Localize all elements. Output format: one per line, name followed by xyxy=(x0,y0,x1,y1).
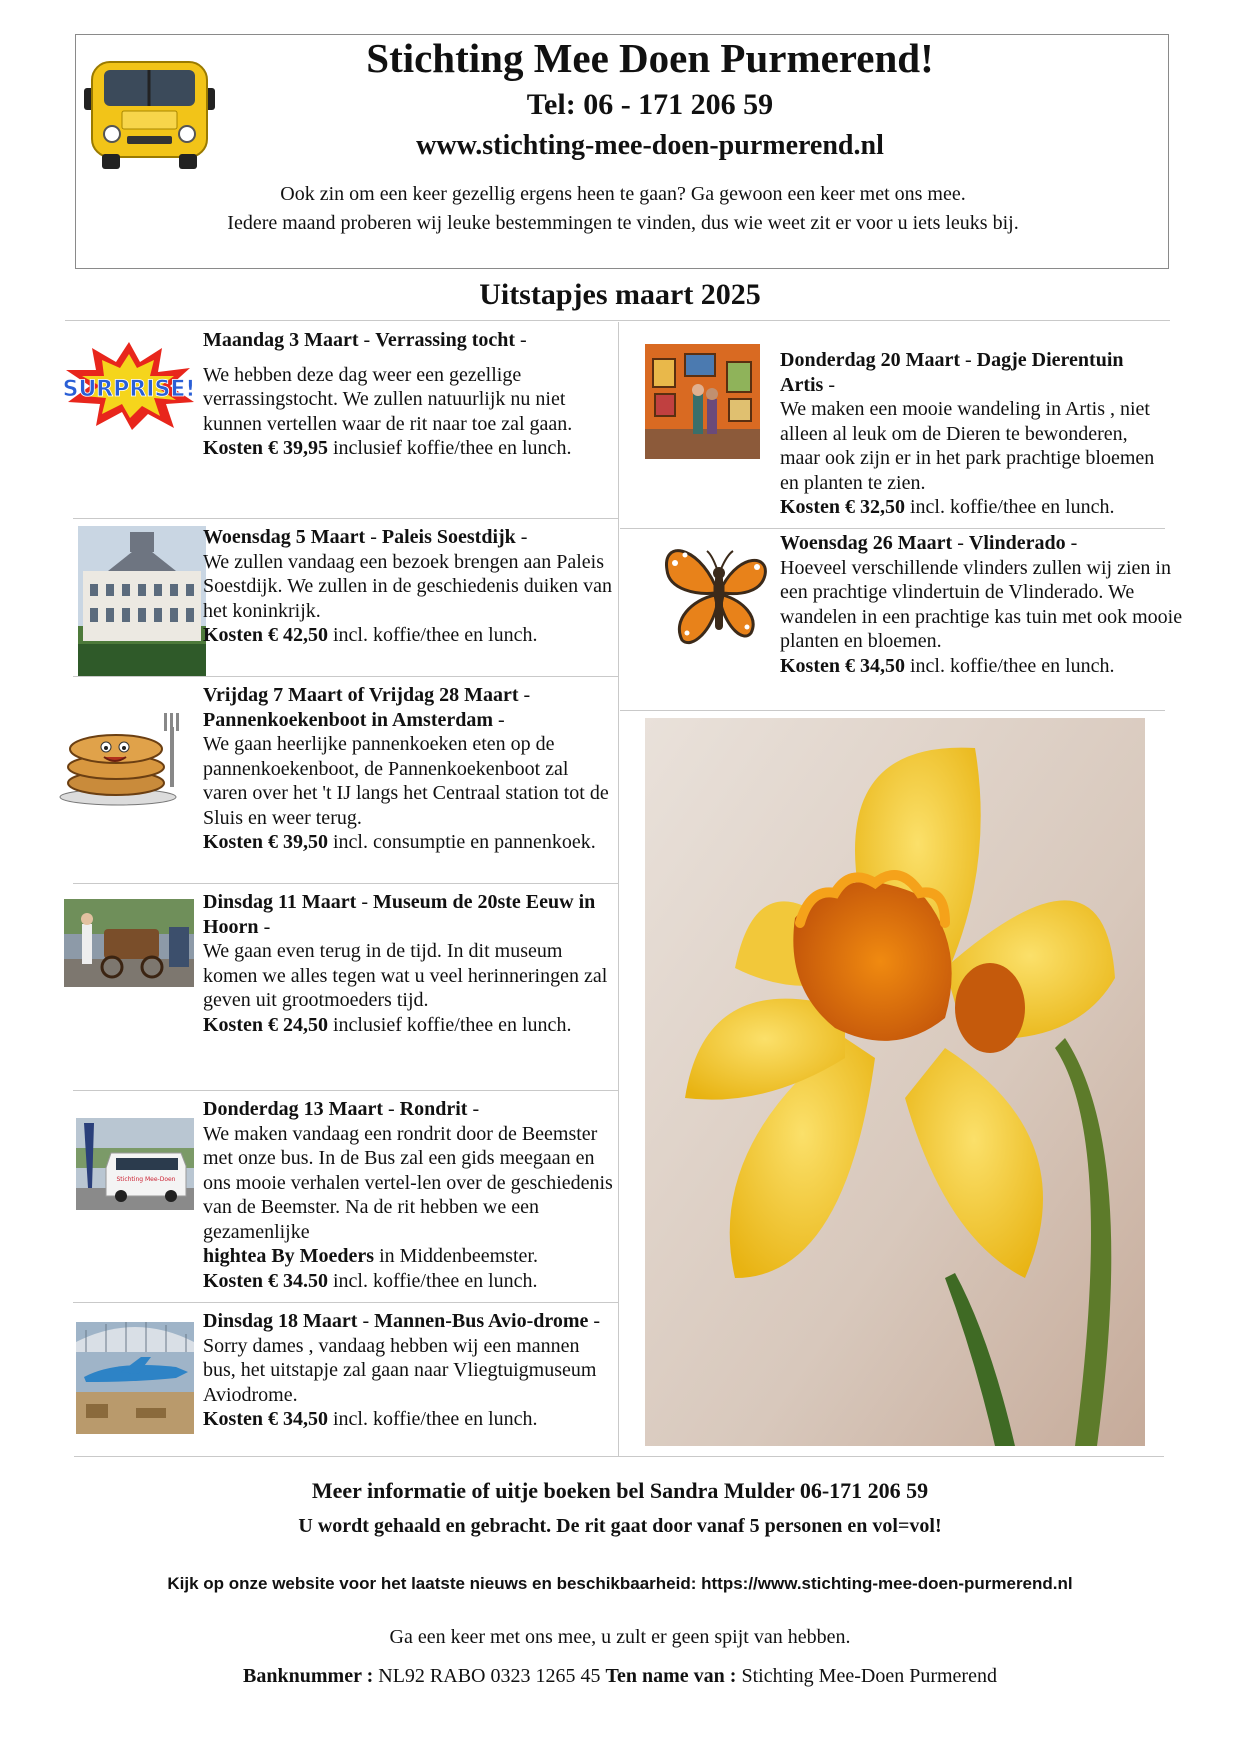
trip-price: Kosten € 42,50 xyxy=(203,624,328,646)
trip-date: Woensdag 5 Maart xyxy=(203,526,366,548)
trip-price: Kosten € 34,50 xyxy=(203,1408,328,1430)
trip-description: Sorry dames , vandaag hebben wij een mannen bus, het uitstapje zal gaan naar Vliegtuigmuseum Aviodrome. xyxy=(203,1334,597,1406)
trip-item xyxy=(60,677,615,882)
svg-text:SURPRISE!: SURPRISE! xyxy=(62,377,196,402)
trip-name: Mannen-Bus Avio-drome xyxy=(374,1310,589,1332)
phone-number: Tel: 06 - 171 206 59 xyxy=(526,88,774,121)
bank-number: NL92 RABO 0323 1265 45 xyxy=(373,1665,606,1687)
trip-price: Kosten € 24,50 xyxy=(203,1013,328,1036)
trip-price-note: inclusief koffie/thee en lunch. xyxy=(328,437,572,459)
surprise-image xyxy=(62,340,197,430)
trip-name: Verrassing tocht xyxy=(375,329,516,351)
aviodrome-image xyxy=(76,1322,194,1434)
pickup-note: U wordt gehaald en gebracht. De rit gaat door vanaf 5 personen en vol=vol! xyxy=(298,1515,942,1537)
trip-price: Kosten € 34.50 xyxy=(203,1269,328,1292)
trip-price-note: inclusief koffie/thee en lunch. xyxy=(328,1013,572,1036)
trip-description: Hoeveel verschillende vlinders zullen wij zien in een prachtige vlindertuin de Vlinderado. We wandelen in een prachtige kas tuin met ook mooie planten en bloemen. xyxy=(780,556,1183,652)
bank-label: Banknummer : xyxy=(243,1665,374,1687)
trip-name: Paleis Soestdijk xyxy=(381,526,516,548)
museum-image xyxy=(64,899,194,987)
website-link[interactable]: www.stichting-mee-doen-purmerend.nl xyxy=(416,130,884,161)
trip-name: Rondrit xyxy=(399,1098,468,1120)
intro-line: Ook zin om een keer gezellig ergens heen te gaan? Ga gewoon een keer met ons mee. xyxy=(280,183,966,205)
trip-item xyxy=(630,529,1190,709)
palace-image xyxy=(78,526,206,676)
trip-price-note: incl. koffie/thee en lunch. xyxy=(905,654,1115,677)
trip-price-note: incl. koffie/thee en lunch. xyxy=(328,1269,538,1292)
trip-name: Pannenkoekenboot in Amsterdam xyxy=(203,708,494,731)
trip-date: Woensdag 26 Maart xyxy=(780,532,953,554)
trip-sep: - xyxy=(382,1098,400,1120)
school-bus-icon xyxy=(82,56,217,171)
trip-item xyxy=(60,884,615,1089)
trip-price: Kosten € 39,50 xyxy=(203,831,328,853)
trip-date: Donderdag 13 Maart xyxy=(203,1098,383,1120)
trip-date: Vrijdag 7 Maart of Vrijdag 28 Maart xyxy=(203,684,519,706)
trip-sep: - xyxy=(1065,532,1078,554)
trip-price-note: incl. consumptie en pannenkoek. xyxy=(328,831,596,853)
account-name: Stichting Mee-Doen Purmerend xyxy=(736,1665,997,1687)
trip-item xyxy=(60,519,615,674)
trip-description: We maken vandaag een rondrit door de Beemster met onze bus. In de Bus zal een gids meegaan en ons mooie verhalen vertel-len over de geschiedenis van de Beemster. Na de rit hebben we een gezamenlijke xyxy=(203,1122,613,1243)
gallery-image xyxy=(645,344,760,459)
trip-sep: - xyxy=(515,526,528,548)
svg-text:Stichting Mee-Doen: Stichting Mee-Doen xyxy=(116,1176,176,1183)
trip-item xyxy=(630,322,1170,527)
trip-highlight-tail: in Middenbeemster. xyxy=(374,1245,538,1267)
trip-name: Dagje Dierentuin Artis xyxy=(780,349,1124,396)
divider xyxy=(65,320,1170,321)
divider xyxy=(620,710,1165,711)
trip-sep: - xyxy=(515,329,527,351)
trip-price-note: incl. koffie/thee en lunch. xyxy=(328,624,538,646)
trip-sep: - xyxy=(356,891,374,913)
trip-name: Vlinderado xyxy=(968,532,1066,554)
butterfly-image xyxy=(657,535,777,655)
trip-date: Dinsdag 18 Maart xyxy=(203,1310,358,1332)
page-title: Uitstapjes maart 2025 xyxy=(479,278,761,311)
trip-description: We gaan even terug in de tijd. In dit museum komen we alles tegen wat u veel herinneringen zal geven uit grootmoeders tijd. xyxy=(203,940,608,1011)
pancake-image xyxy=(56,707,184,807)
trip-description: We hebben deze dag weer een gezellige verrassingstocht. We zullen natuurlijk nu niet kunnen vertellen waar de rit naar toe zal gaan. xyxy=(203,363,573,435)
trip-description: We gaan heerlijke pannenkoeken eten op de pannenkoekenboot, de Pannenkoekenboot zal varen over het 't IJ langs het Centraal station tot de Sluis en weer terug. xyxy=(203,733,609,829)
trip-sep: - xyxy=(518,684,531,706)
trip-date: Donderdag 20 Maart xyxy=(780,349,960,371)
divider xyxy=(74,1456,1164,1457)
trip-sep: - xyxy=(258,915,271,938)
trip-sep: - xyxy=(493,708,505,731)
trip-description: We maken een mooie wandeling in Artis , niet alleen al leuk om de Dieren te bewonderen, maar ook zijn er in het park prachtige bloemen en planten te zien. xyxy=(780,398,1155,494)
trip-item xyxy=(60,322,615,517)
trip-price: Kosten € 39,95 xyxy=(203,437,328,459)
trip-item xyxy=(60,1091,615,1301)
trip-description: We zullen vandaag een bezoek brengen aan Paleis Soestdijk. We zullen in de geschiedenis duiken van het koninkrijk. xyxy=(203,550,613,622)
trip-price-note: incl. koffie/thee en lunch. xyxy=(905,496,1115,518)
account-name-label: Ten name van : xyxy=(605,1665,737,1687)
website-note[interactable]: Kijk op onze website voor het laatste nieuws en beschikbaarheid: https://www.stichting-mee-doen-purmerend.nl xyxy=(167,1574,1073,1593)
trip-item xyxy=(60,1303,615,1455)
column-divider xyxy=(618,322,619,1456)
trip-price-note: incl. koffie/thee en lunch. xyxy=(328,1408,538,1430)
trip-name: Museum de 20ste Eeuw in Hoorn xyxy=(203,891,596,938)
intro-text xyxy=(90,180,1156,238)
trip-price: Kosten € 32,50 xyxy=(780,496,905,518)
bus-photo-image xyxy=(76,1118,194,1210)
bank-details xyxy=(0,1665,1240,1688)
trip-sep: - xyxy=(959,349,977,371)
contact-info: Meer informatie of uitje boeken bel Sandra Mulder 06-171 206 59 xyxy=(311,1478,929,1503)
trip-sep: - xyxy=(467,1098,480,1120)
org-title: Stichting Mee Doen Purmerend! xyxy=(366,35,934,81)
trip-sep: - xyxy=(357,1310,375,1332)
trip-sep: - xyxy=(952,532,969,554)
trip-sep: - xyxy=(365,526,382,548)
trip-price: Kosten € 34,50 xyxy=(780,654,905,677)
daffodil-image xyxy=(645,718,1145,1446)
trip-highlight: hightea By Moeders xyxy=(203,1245,375,1267)
trip-sep: - xyxy=(588,1310,601,1332)
closing-line: Ga een keer met ons mee, u zult er geen spijt van hebben. xyxy=(389,1626,851,1648)
trip-date: Dinsdag 11 Maart xyxy=(203,891,357,913)
trip-sep: - xyxy=(823,373,835,396)
intro-line: Iedere maand proberen wij leuke bestemmingen te vinden, dus wie weet zit er voor u iets leuks bij. xyxy=(227,212,1019,234)
trip-sep: - xyxy=(358,329,376,351)
trip-date: Maandag 3 Maart xyxy=(203,329,359,351)
